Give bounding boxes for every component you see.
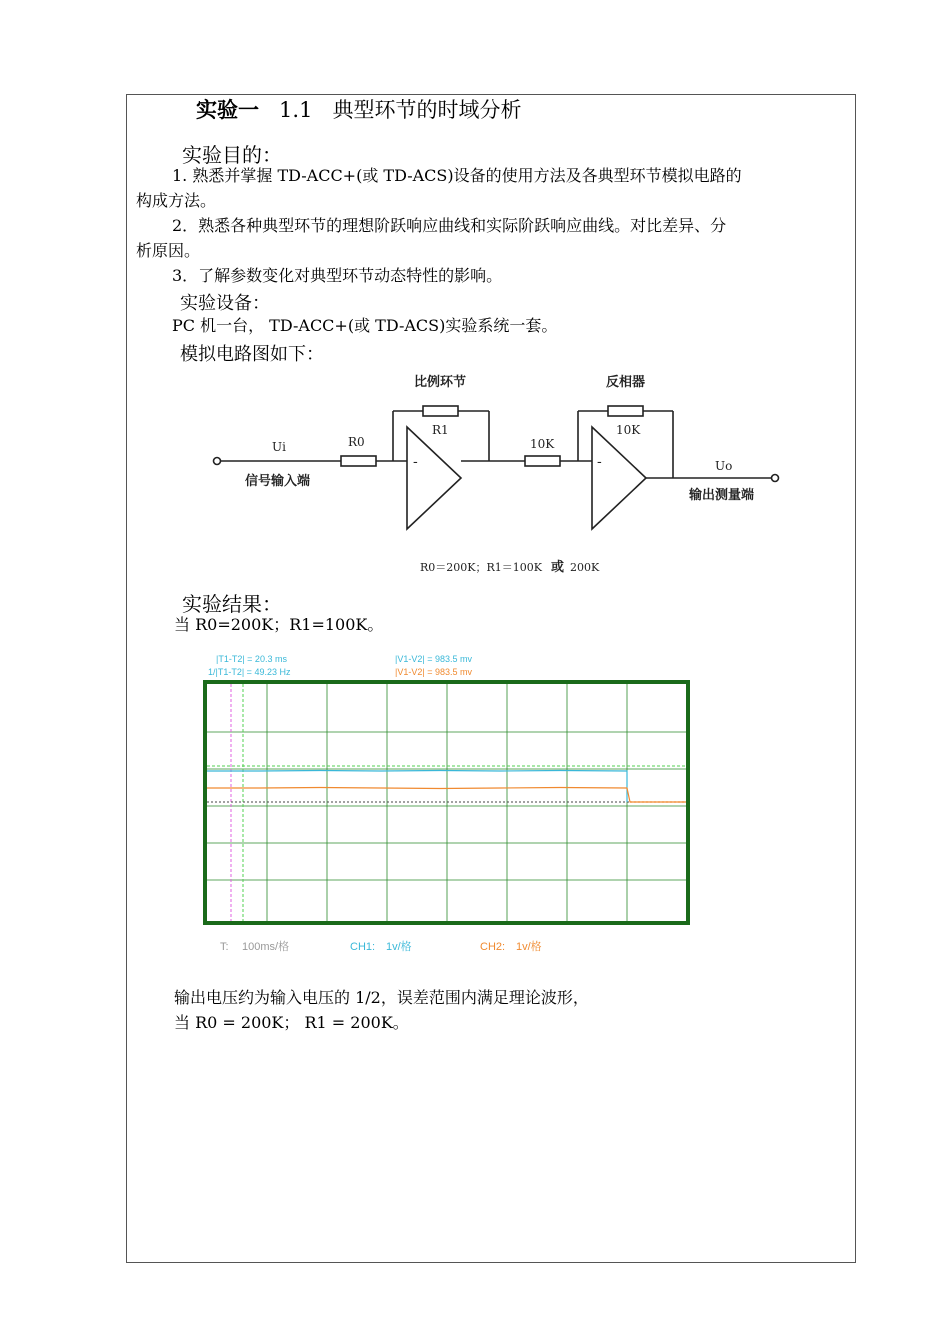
purpose-item-1-line-2: 构成方法。 <box>136 191 217 210</box>
readout-dt: |T1-T2| = 20.3 ms <box>216 654 287 664</box>
label-r0: R0 <box>348 435 365 449</box>
label-10k-feedback: 10K <box>616 423 641 437</box>
label-inverter: 反相器 <box>606 375 646 390</box>
purpose-item-2-line-2: 析原因。 <box>136 241 201 260</box>
ch2-scale: 1v/格 <box>516 941 542 953</box>
equipment-heading: 实验设备： <box>180 293 270 314</box>
results-case-1: 当 R0=200K；R1=100K。 <box>174 615 384 634</box>
timebase-value: 100ms/格 <box>242 941 290 953</box>
oscilloscope-screenshot <box>200 648 700 960</box>
circuit-diagram <box>200 365 800 585</box>
label-ui: Ui <box>272 440 286 454</box>
circuit-heading: 模拟电路图如下： <box>180 344 324 365</box>
purpose-heading: 实验目的： <box>182 143 282 167</box>
output-terminal-icon <box>772 475 779 482</box>
purpose-item-1-line-1: 1. 熟悉并掌握 TD-ACC+(或 TD-ACS)设备的使用方法及各典型环节模拟电路的 <box>172 166 742 185</box>
caption-or: 或 <box>551 560 565 575</box>
opamp-proportional <box>407 427 461 529</box>
label-input-terminal: 信号输入端 <box>245 474 311 489</box>
results-conclusion: 输出电压约为输入电压的 1/2，误差范围内满足理论波形， <box>174 988 589 1007</box>
label-10k-mid: 10K <box>530 437 555 451</box>
input-terminal-icon <box>214 458 221 465</box>
caption-values-b: 200K <box>570 561 600 574</box>
resistor-10k-mid <box>525 456 560 466</box>
results-heading: 实验结果： <box>182 592 282 616</box>
ch1-scale: 1v/格 <box>386 941 412 953</box>
opamp-inverter <box>592 427 646 529</box>
purpose-item-2-line-1: 2．熟悉各种典型环节的理想阶跃响应曲线和实际阶跃响应曲线。对比差异、分 <box>172 216 727 235</box>
label-uo: Uo <box>715 459 733 473</box>
minus-sign-1: - <box>413 454 418 470</box>
resistor-r0 <box>341 456 376 466</box>
label-r1: R1 <box>432 423 449 437</box>
minus-sign-2: - <box>597 454 602 470</box>
results-case-2: 当 R0 = 200K； R1 = 200K。 <box>174 1013 409 1032</box>
ch2-label: CH2: <box>480 941 506 953</box>
readout-freq: 1/|T1-T2| = 49.23 Hz <box>208 667 291 677</box>
readout-dv-ch2: |V1-V2| = 983.5 mv <box>395 667 472 677</box>
purpose-item-3: 3．了解参数变化对典型环节动态特性的影响。 <box>172 266 503 285</box>
resistor-10k-feedback <box>608 406 643 416</box>
label-proportional: 比例环节 <box>414 375 467 390</box>
label-output-terminal: 输出测量端 <box>689 488 755 503</box>
caption-values-a: R0＝200K；R1＝100K <box>420 561 542 574</box>
timebase-label: T: <box>220 941 229 953</box>
ch1-label: CH1: <box>350 941 376 953</box>
readout-dv-ch1: |V1-V2| = 983.5 mv <box>395 654 472 664</box>
page-title: 实验一 1.1 典型环节的时域分析 <box>196 97 522 122</box>
equipment-text: PC 机一台， TD-ACC+(或 TD-ACS)实验系统一套。 <box>172 316 558 335</box>
resistor-r1 <box>423 406 458 416</box>
